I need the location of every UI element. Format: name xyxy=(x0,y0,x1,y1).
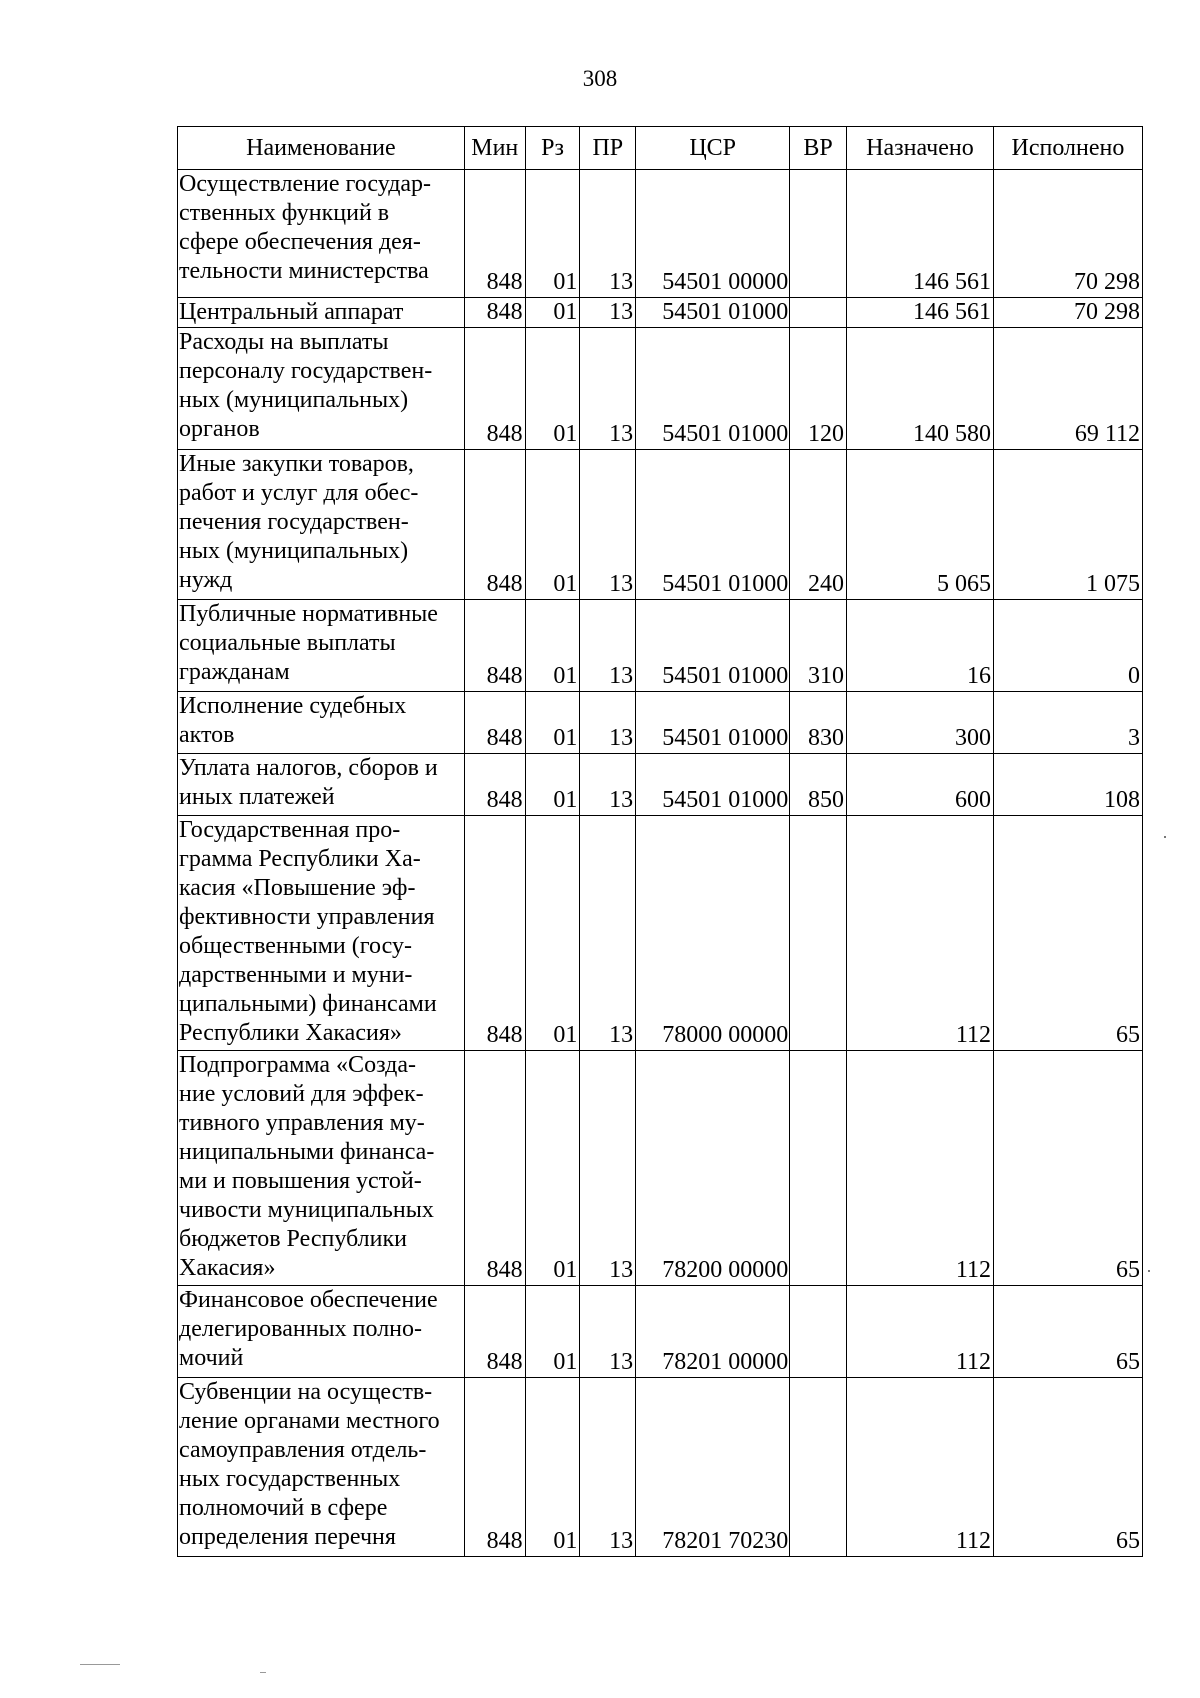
cell-pr: 13 xyxy=(580,754,636,816)
cell-executed: 69 112 xyxy=(993,328,1142,450)
cell-assigned: 146 561 xyxy=(846,298,993,328)
cell-min: 848 xyxy=(464,754,525,816)
table-row xyxy=(178,1378,1143,1557)
cell-executed: 1 075 xyxy=(993,450,1142,600)
cell-vr: 830 xyxy=(790,692,847,754)
table-body xyxy=(178,170,1143,1557)
budget-table xyxy=(177,126,1143,1557)
cell-vr xyxy=(790,1286,847,1378)
cell-csr: 78000 00000 xyxy=(636,816,790,1051)
cell-pr: 13 xyxy=(580,1051,636,1286)
scan-speck xyxy=(1148,1270,1150,1272)
cell-assigned: 112 xyxy=(846,816,993,1051)
cell-executed: 65 xyxy=(993,1051,1142,1286)
table-row xyxy=(178,1286,1143,1378)
cell-csr: 54501 01000 xyxy=(636,754,790,816)
cell-min: 848 xyxy=(464,170,525,298)
cell-pr: 13 xyxy=(580,450,636,600)
cell-csr: 54501 01000 xyxy=(636,298,790,328)
cell-name: Центральный аппарат xyxy=(178,298,465,328)
cell-name: Публичные нормативные социальные выплаты гражданам xyxy=(178,600,465,692)
cell-min: 848 xyxy=(464,298,525,328)
header-assigned: Назначено xyxy=(846,127,993,170)
table-row xyxy=(178,328,1143,450)
cell-min: 848 xyxy=(464,816,525,1051)
cell-executed: 3 xyxy=(993,692,1142,754)
table-row xyxy=(178,450,1143,600)
cell-vr xyxy=(790,1051,847,1286)
table-row xyxy=(178,1051,1143,1286)
header-executed: Исполнено xyxy=(993,127,1142,170)
cell-pr: 13 xyxy=(580,1378,636,1557)
cell-rz: 01 xyxy=(525,1051,580,1286)
cell-rz: 01 xyxy=(525,298,580,328)
cell-csr: 54501 01000 xyxy=(636,600,790,692)
cell-csr: 54501 01000 xyxy=(636,692,790,754)
cell-rz: 01 xyxy=(525,1378,580,1557)
cell-name: Исполнение судебных актов xyxy=(178,692,465,754)
cell-name: Финансовое обеспечение делегированных полно- мочий xyxy=(178,1286,465,1378)
cell-vr: 240 xyxy=(790,450,847,600)
cell-min: 848 xyxy=(464,692,525,754)
header-name: Наименование xyxy=(178,127,465,170)
cell-vr xyxy=(790,816,847,1051)
cell-pr: 13 xyxy=(580,600,636,692)
cell-assigned: 600 xyxy=(846,754,993,816)
cell-rz: 01 xyxy=(525,328,580,450)
cell-assigned: 300 xyxy=(846,692,993,754)
table-row xyxy=(178,692,1143,754)
scan-speck xyxy=(80,1664,120,1665)
cell-vr: 850 xyxy=(790,754,847,816)
header-rz: Рз xyxy=(525,127,580,170)
cell-min: 848 xyxy=(464,1378,525,1557)
cell-executed: 70 298 xyxy=(993,170,1142,298)
cell-pr: 13 xyxy=(580,816,636,1051)
cell-assigned: 5 065 xyxy=(846,450,993,600)
cell-vr: 120 xyxy=(790,328,847,450)
cell-assigned: 146 561 xyxy=(846,170,993,298)
cell-assigned: 140 580 xyxy=(846,328,993,450)
header-row xyxy=(178,127,1143,170)
cell-executed: 108 xyxy=(993,754,1142,816)
page-number: 308 xyxy=(582,66,618,91)
cell-csr: 54501 00000 xyxy=(636,170,790,298)
header-vr: ВР xyxy=(790,127,847,170)
cell-pr: 13 xyxy=(580,328,636,450)
cell-csr: 54501 01000 xyxy=(636,328,790,450)
table-row xyxy=(178,754,1143,816)
cell-csr: 78200 00000 xyxy=(636,1051,790,1286)
cell-name: Осуществление государ- ственных функций в сфере обеспечения дея- тельности министерства xyxy=(178,170,465,298)
table-row xyxy=(178,816,1143,1051)
header-min: Мин xyxy=(464,127,525,170)
scan-speck xyxy=(260,1672,266,1673)
header-pr: ПР xyxy=(580,127,636,170)
cell-pr: 13 xyxy=(580,1286,636,1378)
cell-name: Расходы на выплаты персоналу государствен- ных (муниципальных) органов xyxy=(178,328,465,450)
cell-rz: 01 xyxy=(525,754,580,816)
cell-rz: 01 xyxy=(525,600,580,692)
cell-name: Субвенции на осуществ- ление органами местного самоуправления отдель- ных государственных полномочий в сфере определения перечня xyxy=(178,1378,465,1557)
cell-executed: 65 xyxy=(993,1378,1142,1557)
cell-vr: 310 xyxy=(790,600,847,692)
cell-executed: 70 298 xyxy=(993,298,1142,328)
cell-rz: 01 xyxy=(525,170,580,298)
cell-name: Иные закупки товаров, работ и услуг для обес- печения государствен- ных (муниципальных) нужд xyxy=(178,450,465,600)
cell-rz: 01 xyxy=(525,816,580,1051)
cell-rz: 01 xyxy=(525,450,580,600)
cell-vr xyxy=(790,298,847,328)
table-row xyxy=(178,600,1143,692)
cell-min: 848 xyxy=(464,450,525,600)
table-header xyxy=(178,127,1143,170)
cell-rz: 01 xyxy=(525,1286,580,1378)
table-row xyxy=(178,170,1143,298)
table-row xyxy=(178,298,1143,328)
cell-min: 848 xyxy=(464,1286,525,1378)
cell-vr xyxy=(790,1378,847,1557)
cell-min: 848 xyxy=(464,600,525,692)
cell-csr: 78201 70230 xyxy=(636,1378,790,1557)
scan-speck xyxy=(1164,836,1166,838)
cell-vr xyxy=(790,170,847,298)
cell-pr: 13 xyxy=(580,170,636,298)
cell-assigned: 112 xyxy=(846,1051,993,1286)
cell-pr: 13 xyxy=(580,692,636,754)
cell-min: 848 xyxy=(464,1051,525,1286)
cell-assigned: 112 xyxy=(846,1378,993,1557)
cell-rz: 01 xyxy=(525,692,580,754)
cell-name: Подпрограмма «Созда- ние условий для эффек- тивного управления му- ниципальными финанса- ми и повышения устой- чивости муниципальных бюджетов Республики Хакасия» xyxy=(178,1051,465,1286)
cell-pr: 13 xyxy=(580,298,636,328)
header-csr: ЦСР xyxy=(636,127,790,170)
cell-executed: 0 xyxy=(993,600,1142,692)
cell-executed: 65 xyxy=(993,1286,1142,1378)
cell-name: Государственная про- грамма Республики Ха- касия «Повышение эф- фективности управления общественными (госу- дарственными и муни- ципальными) финансами Республики Хакасия» xyxy=(178,816,465,1051)
cell-csr: 78201 00000 xyxy=(636,1286,790,1378)
cell-executed: 65 xyxy=(993,816,1142,1051)
cell-assigned: 16 xyxy=(846,600,993,692)
cell-csr: 54501 01000 xyxy=(636,450,790,600)
cell-assigned: 112 xyxy=(846,1286,993,1378)
cell-min: 848 xyxy=(464,328,525,450)
cell-name: Уплата налогов, сборов и иных платежей xyxy=(178,754,465,816)
